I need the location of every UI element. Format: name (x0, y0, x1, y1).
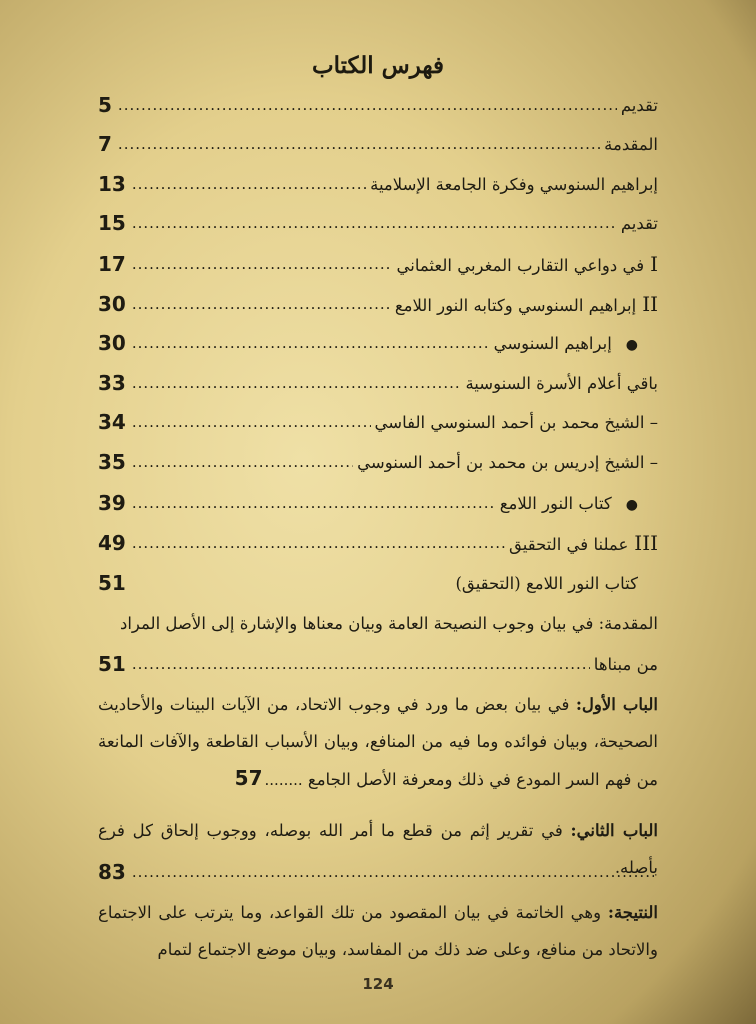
leader-dots (118, 137, 600, 152)
chapter-paragraph (98, 605, 658, 642)
toc-label-text: إبراهيم السنوسي (493, 333, 612, 353)
toc-label: – الشيخ إدريس بن محمد بن أحمد السنوسي (357, 452, 658, 472)
bullet-icon: ● (625, 336, 638, 353)
toc-entry (98, 856, 658, 888)
toc-label-text: كتاب النور اللامع (499, 493, 612, 513)
leader-dots (132, 376, 462, 391)
leader-dots (132, 657, 590, 672)
leader-dots (132, 257, 393, 272)
roman-numeral: III (634, 531, 658, 555)
toc-label (396, 252, 658, 276)
chapter-text: في تقرير إثم من قطع ما أمر الله بوصله، ووجوب إلحاق كل فرع بأصله. (98, 821, 658, 877)
toc-entry (98, 327, 658, 359)
leader-dots (132, 536, 505, 551)
leader-dots (132, 455, 353, 470)
leader-dots (132, 865, 654, 880)
chapter-paragraph (98, 686, 658, 799)
toc-label-text: عملنا في التحقيق (508, 535, 629, 554)
chapter-text: في بيان بعض ما ورد في وجوب الاتحاد، من الآيات البينات والأحاديث الصحيحة، وبيان فوائده وما فيه من المنافع، وبيان الأسباب القاطعة والآفات المانعة من فهم السر المودع في ذلك ومعرفة الأصل الجامع (98, 695, 658, 789)
toc-page-number: 34 (98, 410, 126, 434)
toc-label (494, 334, 638, 353)
toc-page-number: 51 (98, 652, 126, 676)
leader-dots (132, 297, 391, 312)
toc-label: تقديم (620, 213, 658, 233)
toc-page-number: 51 (98, 571, 126, 595)
chapter-heading: الباب الأول: (575, 695, 659, 714)
paragraph-line: المقدمة: في بيان وجوب النصيحة العامة وبيان معناها والإشارة إلى الأصل المراد (119, 614, 658, 633)
toc-page-number: 39 (98, 491, 126, 515)
toc-page-number: 7 (98, 132, 112, 156)
page-number: 124 (362, 975, 394, 993)
toc-entry (98, 288, 658, 320)
toc-page-number: 17 (98, 252, 126, 276)
roman-numeral: II (642, 292, 658, 316)
bullet-icon: ● (625, 496, 638, 513)
toc-label: باقي أعلام الأسرة السنوسية (465, 373, 658, 393)
chapter-paragraph (98, 894, 658, 968)
leader-dots (132, 177, 366, 192)
toc-label: – الشيخ محمد بن أحمد السنوسي الفاسي (374, 412, 658, 432)
toc-page-number: 30 (98, 292, 126, 316)
chapter-heading: النتيجة: (607, 903, 658, 922)
toc-entry (98, 567, 658, 599)
toc-page-number: 15 (98, 211, 126, 235)
toc-label-text: إبراهيم السنوسي وكتابه النور اللامع (394, 296, 637, 315)
chapter-heading: الباب الثاني: (570, 821, 658, 840)
toc-label: من مبناها (593, 654, 658, 674)
toc-entry (98, 248, 658, 280)
leader-dots: ........ (264, 771, 303, 789)
toc-entry (98, 527, 658, 559)
toc-entry (98, 89, 658, 121)
toc-entry (98, 207, 658, 239)
toc-page-number: 57 (234, 766, 263, 790)
toc-entry (98, 367, 658, 399)
toc-entry (98, 487, 658, 519)
toc-label (509, 531, 658, 555)
toc-entry (98, 128, 658, 160)
toc-label-text: في دواعي التقارب المغربي العثماني (396, 256, 645, 275)
toc-label: المقدمة (604, 134, 658, 154)
leader-dots (132, 496, 496, 511)
toc-page-number: 83 (98, 860, 126, 884)
roman-numeral: I (650, 252, 658, 276)
page-title: فهرس الكتاب (311, 52, 445, 79)
leader-dots (132, 216, 617, 231)
leader-dots (132, 336, 490, 351)
toc-entry (98, 406, 658, 438)
toc-entry (98, 446, 658, 478)
toc-label (395, 292, 658, 316)
toc-page-number: 49 (98, 531, 126, 555)
toc-label: تقديم (620, 95, 658, 115)
toc-page-number: 35 (98, 450, 126, 474)
toc-label: كتاب النور اللامع (التحقيق) (455, 573, 638, 593)
toc-label: إبراهيم السنوسي وفكرة الجامعة الإسلامية (370, 174, 658, 194)
toc-page-number: 5 (98, 93, 112, 117)
chapter-text: وهي الخاتمة في بيان المقصود من تلك القواعد، وما يترتب على الاجتماع والاتحاد من منافع، وعلى ضد ذلك من المفاسد، وبيان موضع الاجتماع لتمام (98, 903, 658, 959)
toc-entry (98, 168, 658, 200)
leader-dots (132, 415, 371, 430)
toc-page-number: 33 (98, 371, 126, 395)
toc-entry (98, 648, 658, 680)
toc-page-number: 13 (98, 172, 126, 196)
toc-label (500, 494, 638, 513)
toc-page-number: 30 (98, 331, 126, 355)
leader-dots (118, 98, 617, 113)
